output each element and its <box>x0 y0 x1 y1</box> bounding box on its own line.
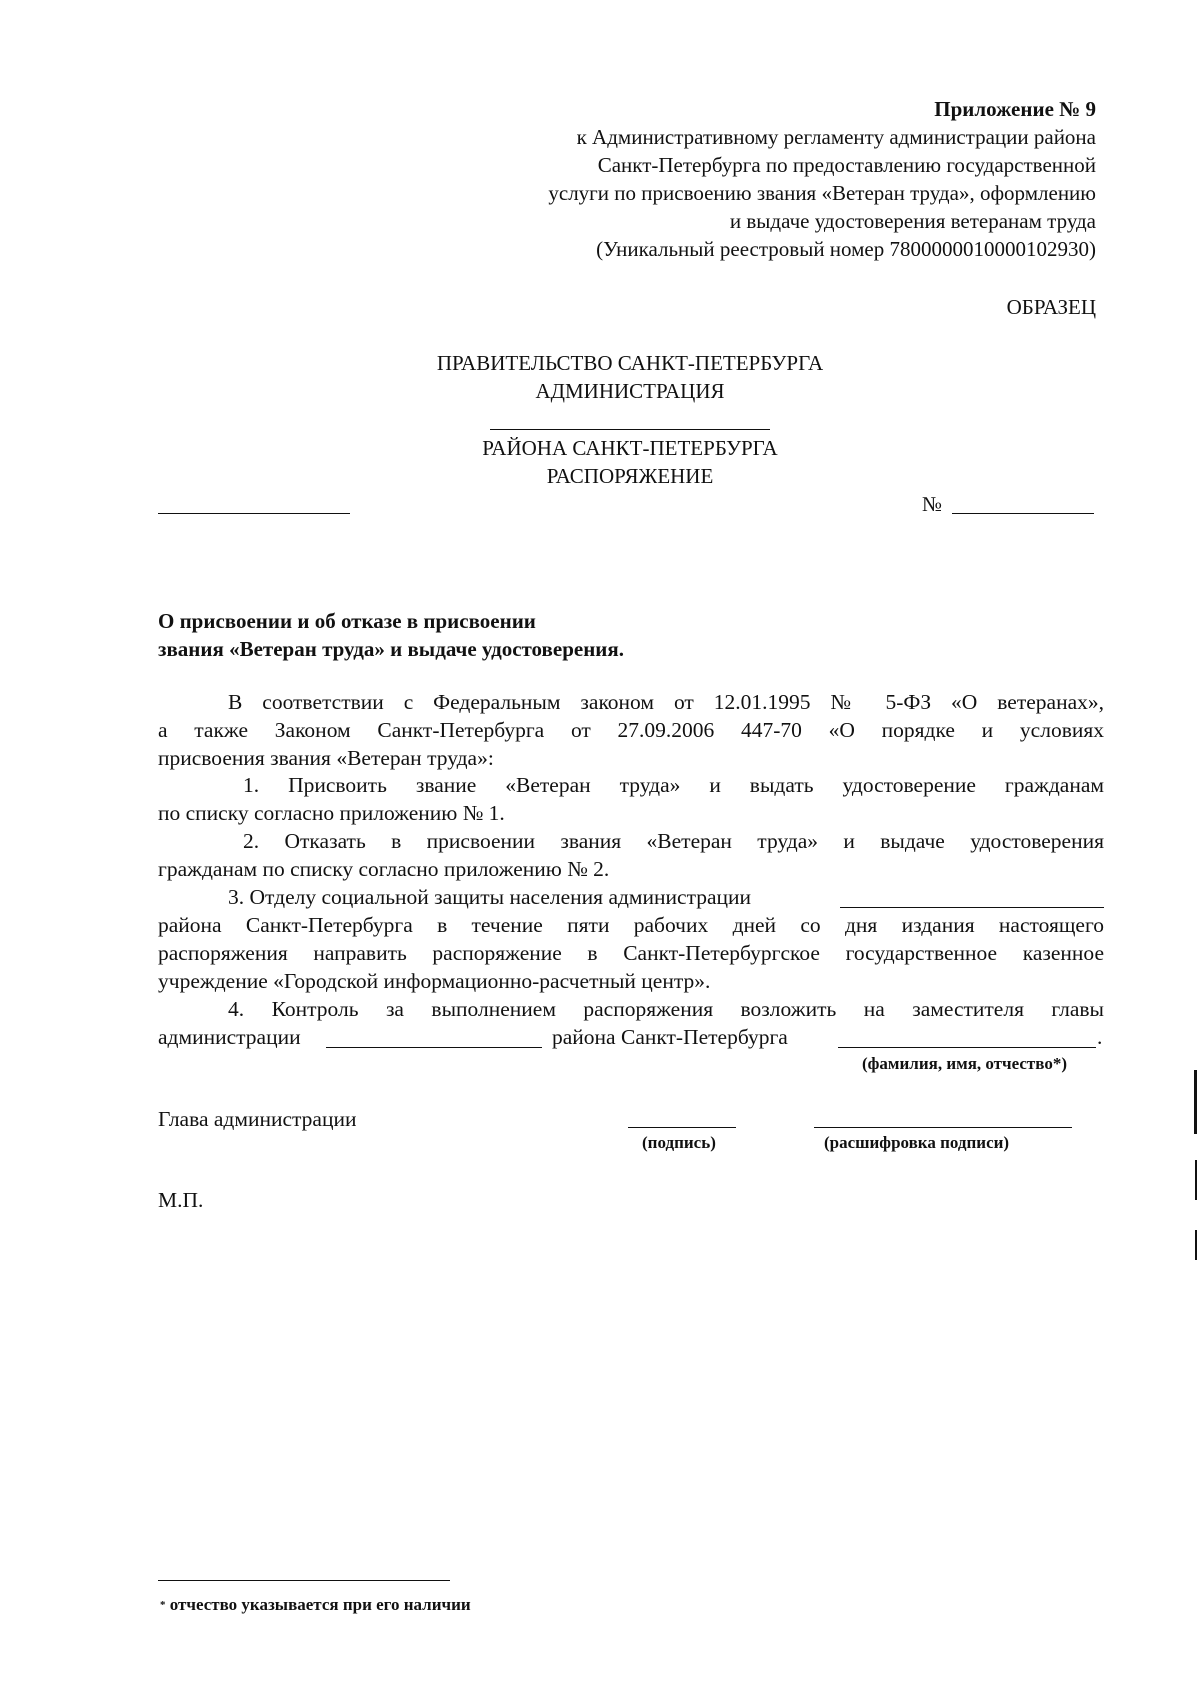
header-district: РАЙОНА САНКТ-ПЕТЕРБУРГА <box>482 436 778 460</box>
head-of-administration-label: Глава администрации <box>158 1107 357 1131</box>
sample-label: ОБРАЗЕЦ <box>1006 295 1096 319</box>
deputy-fio-line <box>838 1047 1096 1048</box>
signature-decode-line <box>814 1127 1072 1128</box>
number-label: № <box>922 492 943 516</box>
scan-artifact-right-1 <box>1194 1070 1197 1134</box>
district-name-line <box>490 429 770 430</box>
item-1-line-1: 1. Присвоить звание «Ветеран труда» и выдать удостоверение гражданам <box>243 773 1104 797</box>
fio-caption: (фамилия, имя, отчество*) <box>862 1054 1067 1073</box>
item-4-line-1: 4. Контроль за выполнением распоряжения возложить на заместителя главы <box>228 997 1104 1021</box>
appendix-line-1: к Административному регламенту администрации района <box>576 125 1096 149</box>
header-administration: АДМИНИСТРАЦИЯ <box>535 379 725 403</box>
header-government: ПРАВИТЕЛЬСТВО САНКТ-ПЕТЕРБУРГА <box>436 351 824 375</box>
signature-decode-caption: (расшифровка подписи) <box>824 1133 1010 1152</box>
department-name-line <box>840 907 1104 908</box>
appendix-line-3: услуги по присвоению звания «Ветеран труда», оформлению <box>548 181 1096 205</box>
scan-artifact-right-3 <box>1195 1230 1197 1260</box>
appendix-line-4: и выдаче удостоверения ветеранам труда <box>729 209 1096 233</box>
stamp-label: М.П. <box>158 1188 204 1212</box>
intro-line-2: а также Законом Санкт-Петербурга от 27.09.2006 447-70 «О порядке и условиях <box>158 718 1104 742</box>
footnote <box>160 1594 471 1616</box>
number-line <box>952 513 1094 514</box>
subject-line-2: звания «Ветеран труда» и выдаче удостоверения. <box>158 637 624 661</box>
item-4-district-label: района Санкт-Петербурга <box>552 1025 788 1049</box>
signature-line <box>628 1127 736 1128</box>
item-3-line-1: 3. Отделу социальной защиты населения администрации <box>228 885 752 909</box>
deputy-district-line <box>326 1047 542 1048</box>
item-3-line-4: учреждение «Городской информационно-расчетный центр». <box>158 969 711 993</box>
item-4-period: . <box>1097 1025 1103 1049</box>
appendix-line-2: Санкт-Петербурга по предоставлению государственной <box>597 153 1096 177</box>
item-3-line-2: района Санкт-Петербурга в течение пяти рабочих дней со дня издания настоящего <box>158 913 1104 937</box>
item-2-line-2: гражданам по списку согласно приложению № 2. <box>158 857 610 881</box>
item-4-administration-label: администрации <box>158 1025 301 1049</box>
item-1-line-2: по списку согласно приложению № 1. <box>158 801 505 825</box>
footnote-mark: * <box>160 1599 166 1611</box>
footnote-separator <box>158 1580 450 1581</box>
date-line <box>158 513 350 514</box>
subject-line-1: О присвоении и об отказе в присвоении <box>158 609 536 633</box>
footnote-text: отчество указывается при его наличии <box>169 1595 471 1614</box>
header-order: РАСПОРЯЖЕНИЕ <box>546 464 714 488</box>
appendix-line-5: (Уникальный реестровый номер 7800000010000102930) <box>596 237 1096 261</box>
appendix-title: Приложение № 9 <box>934 97 1096 121</box>
intro-line-3: присвоения звания «Ветеран труда»: <box>158 746 494 770</box>
item-2-line-1: 2. Отказать в присвоении звания «Ветеран труда» и выдаче удостоверения <box>243 829 1104 853</box>
item-3-line-3: распоряжения направить распоряжение в Санкт-Петербургское государственное казенное <box>158 941 1104 965</box>
intro-line-1: В соответствии с Федеральным законом от 12.01.1995 № 5-ФЗ «О ветеранах», <box>228 690 1104 714</box>
scan-artifact-right-2 <box>1195 1160 1197 1200</box>
signature-caption: (подпись) <box>642 1133 716 1152</box>
